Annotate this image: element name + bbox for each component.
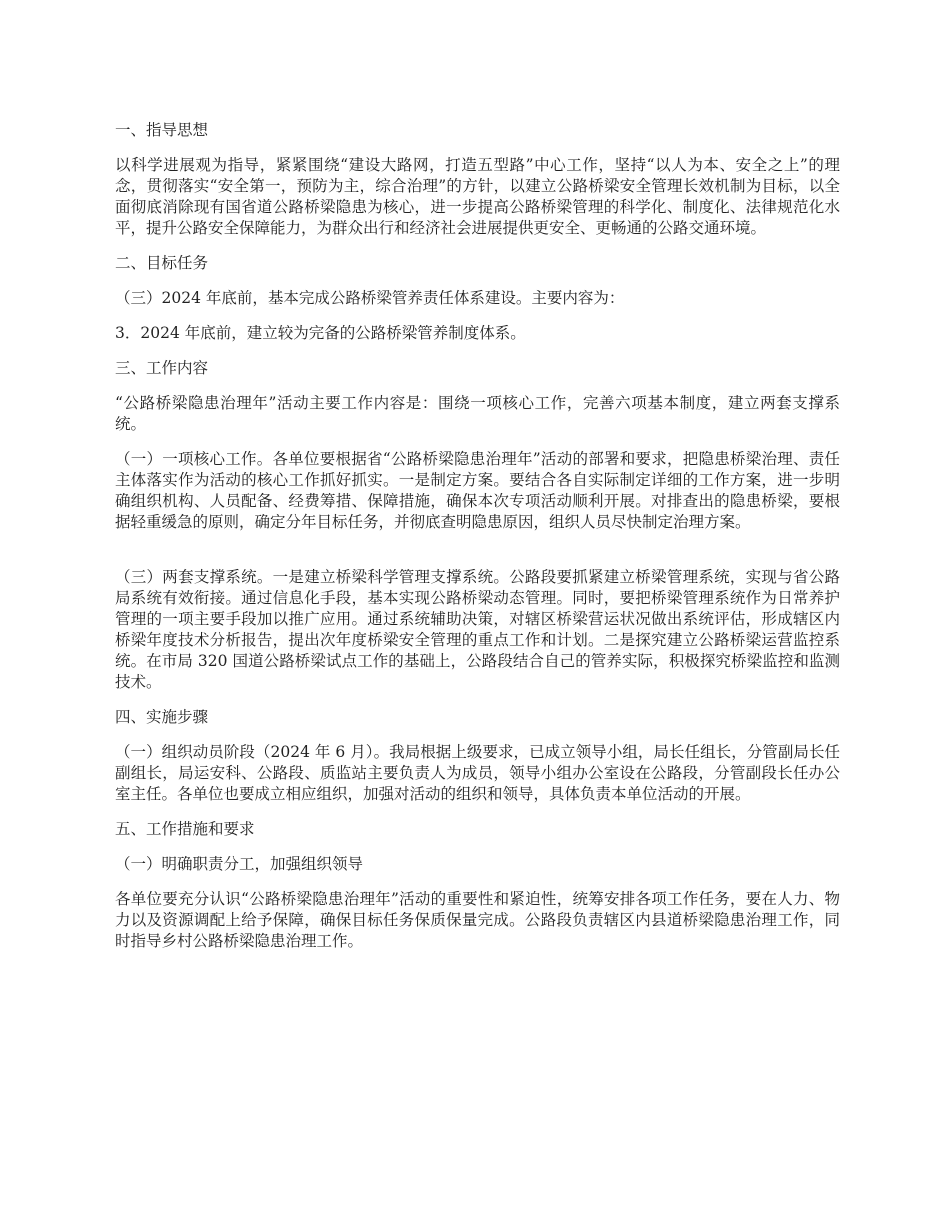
paragraph-core-work: （一）一项核心工作。各单位要根据省“公路桥梁隐患治理年”活动的部署和要求，把隐患桥梁治理、责任主体落实作为活动的核心工作抓好抓实。一是制定方案。要结合各自实际制定详细的工作方案，进一步明确组织机构、人员配备、经费筹措、保障措施，确保本次专项活动顺利开展。对排查出的隐患桥梁，要根据轻重缓急的原则，确定分年目标任务，并彻底查明隐患原因，组织人员尽快制定治理方案。 (115, 450, 840, 531)
paragraph-support-systems: （三）两套支撑系统。一是建立桥梁科学管理支撑系统。公路段要抓紧建立桥梁管理系统，实现与省公路局系统有效衔接。通过信息化手段，基本实现公路桥梁动态管理。同时，要把桥梁管理系统作为日常养护管理的一项主要手段加以推广应用。通过系统辅助决策，对辖区桥梁营运状况做出系统评估，形成辖区内桥梁年度技术分析报告，提出次年度桥梁安全管理的重点工作和计划。二是探究建立公路桥梁运营监控系统。在市局 320 国道公路桥梁试点工作的基础上，公路段结合自己的管养实际，积极探究桥梁监控和监测技术。 (115, 568, 840, 691)
paragraph-goal-item-3: （三）2024 年底前，基本完成公路桥梁管养责任体系建设。主要内容为： (115, 289, 625, 307)
section-heading-implementation-steps: 四、实施步骤 (115, 708, 209, 726)
paragraph-work-content-intro: “公路桥梁隐患治理年”活动主要工作内容是：围绕一项核心工作，完善六项基本制度，建立两套支撑系统。 (115, 394, 840, 433)
subheading-responsibilities: （一）明确职责分工，加强组织领导 (115, 855, 364, 873)
paragraph-guiding-ideology: 以科学进展观为指导，紧紧围绕“建设大路网，打造五型路”中心工作，坚持“以人为本、安全之上”的理念，贯彻落实“安全第一，预防为主，综合治理”的方针，以建立公路桥梁安全管理长效机制为目标，以全面彻底消除现有国省道公路桥梁隐患为核心，进一步提高公路桥梁管理的科学化、制度化、法律规范化水平，提升公路安全保障能力，为群众出行和经济社会进展提供更安全、更畅通的公路交通环境。 (115, 156, 840, 237)
paragraph-goal-subitem-3: 3．2024 年底前，建立较为完备的公路桥梁管养制度体系。 (115, 324, 526, 342)
section-heading-goals: 二、目标任务 (115, 254, 209, 272)
section-heading-measures: 五、工作措施和要求 (115, 820, 255, 838)
paragraph-responsibilities: 各单位要充分认识“公路桥梁隐患治理年”活动的重要性和紧迫性，统筹安排各项工作任务，要在人力、物力以及资源调配上给予保障，确保目标任务保质保量完成。公路段负责辖区内县道桥梁隐患治理工作，同时指导乡村公路桥梁隐患治理工作。 (115, 890, 840, 950)
document-body (115, 120, 840, 966)
section-heading-guiding-ideology: 一、指导思想 (115, 121, 209, 139)
section-heading-work-content: 三、工作内容 (115, 359, 209, 377)
paragraph-mobilization-stage: （一）组织动员阶段（2024 年 6 月）。我局根据上级要求，已成立领导小组，局长任组长，分管副局长任副组长，局运安科、公路段、质监站主要负责人为成员，领导小组办公室设在公路段，分管副段长任办公室主任。各单位也要成立相应组织，加强对活动的组织和领导，具体负责本单位活动的开展。 (115, 743, 840, 803)
